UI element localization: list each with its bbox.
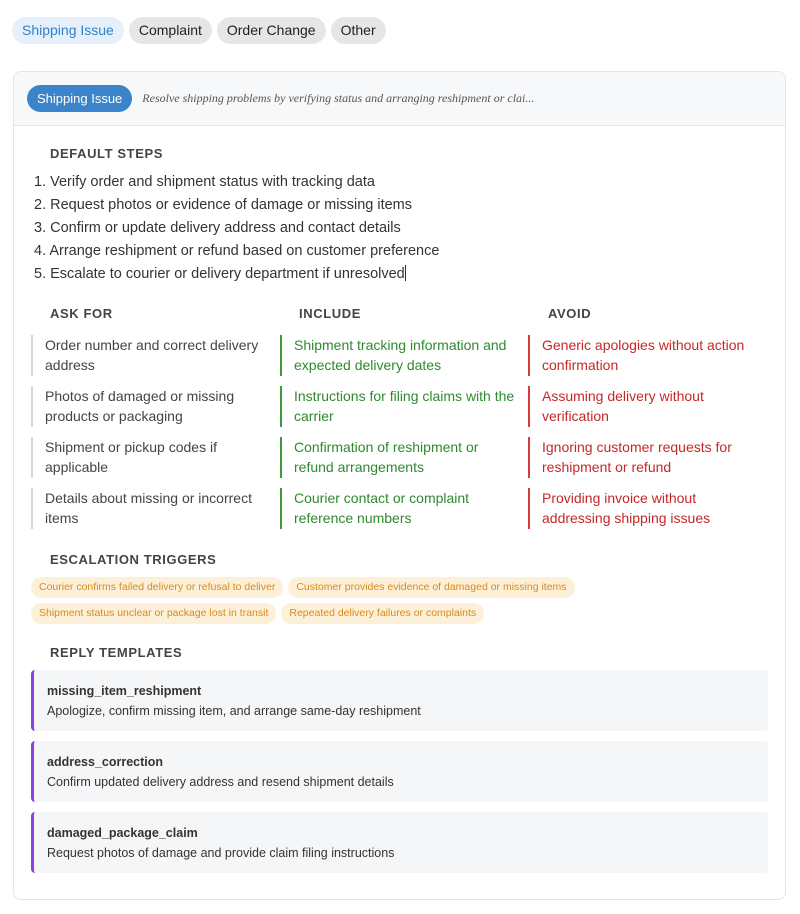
include-list [280,335,518,539]
trigger-chip: Repeated delivery failures or complaints [281,603,484,624]
tab-complaint[interactable]: Complaint [129,17,212,44]
include-item: Instructions for filing claims with the carrier [280,386,518,427]
include-item: Courier contact or complaint reference numbers [280,488,518,529]
include-title: INCLUDE [299,306,361,321]
step-item-text: 5. Escalate to courier or delivery department if unresolved [34,266,405,282]
text-caret [405,265,406,281]
step-item: 4. Arrange reshipment or refund based on customer preference [34,243,440,259]
tab-other[interactable]: Other [331,17,386,44]
include-item: Confirmation of reshipment or refund arrangements [280,437,518,478]
ask-for-item: Photos of damaged or missing products or packaging [31,386,269,427]
ask-for-list [31,335,269,539]
step-item: 3. Confirm or update delivery address and contact details [34,220,401,236]
ask-for-title: ASK FOR [50,306,113,321]
avoid-item: Assuming delivery without verification [528,386,766,427]
template-description: Confirm updated delivery address and resend shipment details [47,775,394,789]
template-description: Apologize, confirm missing item, and arrange same-day reshipment [47,704,421,718]
default-steps-editor[interactable] [34,171,439,286]
trigger-row [31,577,731,598]
category-tabs [12,17,386,44]
avoid-list [528,335,766,539]
step-item-last [34,263,439,286]
avoid-item: Providing invoice without addressing shipping issues [528,488,766,529]
include-item: Shipment tracking information and expected delivery dates [280,335,518,376]
template-name: address_correction [47,755,164,769]
avoid-item: Generic apologies without action confirmation [528,335,766,376]
trigger-row [31,603,731,624]
reply-template-card[interactable] [31,812,768,873]
category-description: Resolve shipping problems by verifying status and arranging reshipment or clai... [142,91,535,105]
reply-templates-title: REPLY TEMPLATES [50,645,183,660]
template-name: missing_item_reshipment [47,684,202,698]
card-header [14,72,785,126]
trigger-chip: Customer provides evidence of damaged or missing items [288,577,574,598]
reply-template-card[interactable] [31,670,768,731]
avoid-title: AVOID [548,306,592,321]
template-name: damaged_package_claim [47,826,198,840]
avoid-item: Ignoring customer requests for reshipment or refund [528,437,766,478]
step-item: 1. Verify order and shipment status with tracking data [34,174,375,190]
template-description: Request photos of damage and provide claim filing instructions [47,846,395,860]
ask-for-item: Shipment or pickup codes if applicable [31,437,269,478]
ask-for-item: Details about missing or incorrect items [31,488,269,529]
reply-template-card[interactable] [31,741,768,802]
trigger-chip: Shipment status unclear or package lost in transit [31,603,276,624]
default-steps-title: DEFAULT STEPS [50,146,164,161]
trigger-chip: Courier confirms failed delivery or refusal to deliver [31,577,283,598]
ask-for-item: Order number and correct delivery address [31,335,269,376]
step-item: 2. Request photos or evidence of damage or missing items [34,197,413,213]
tab-order-change[interactable]: Order Change [217,17,326,44]
escalation-triggers [31,577,731,629]
escalation-title: ESCALATION TRIGGERS [50,552,217,567]
tab-shipping-issue[interactable]: Shipping Issue [12,17,124,44]
category-pill: Shipping Issue [27,85,132,112]
